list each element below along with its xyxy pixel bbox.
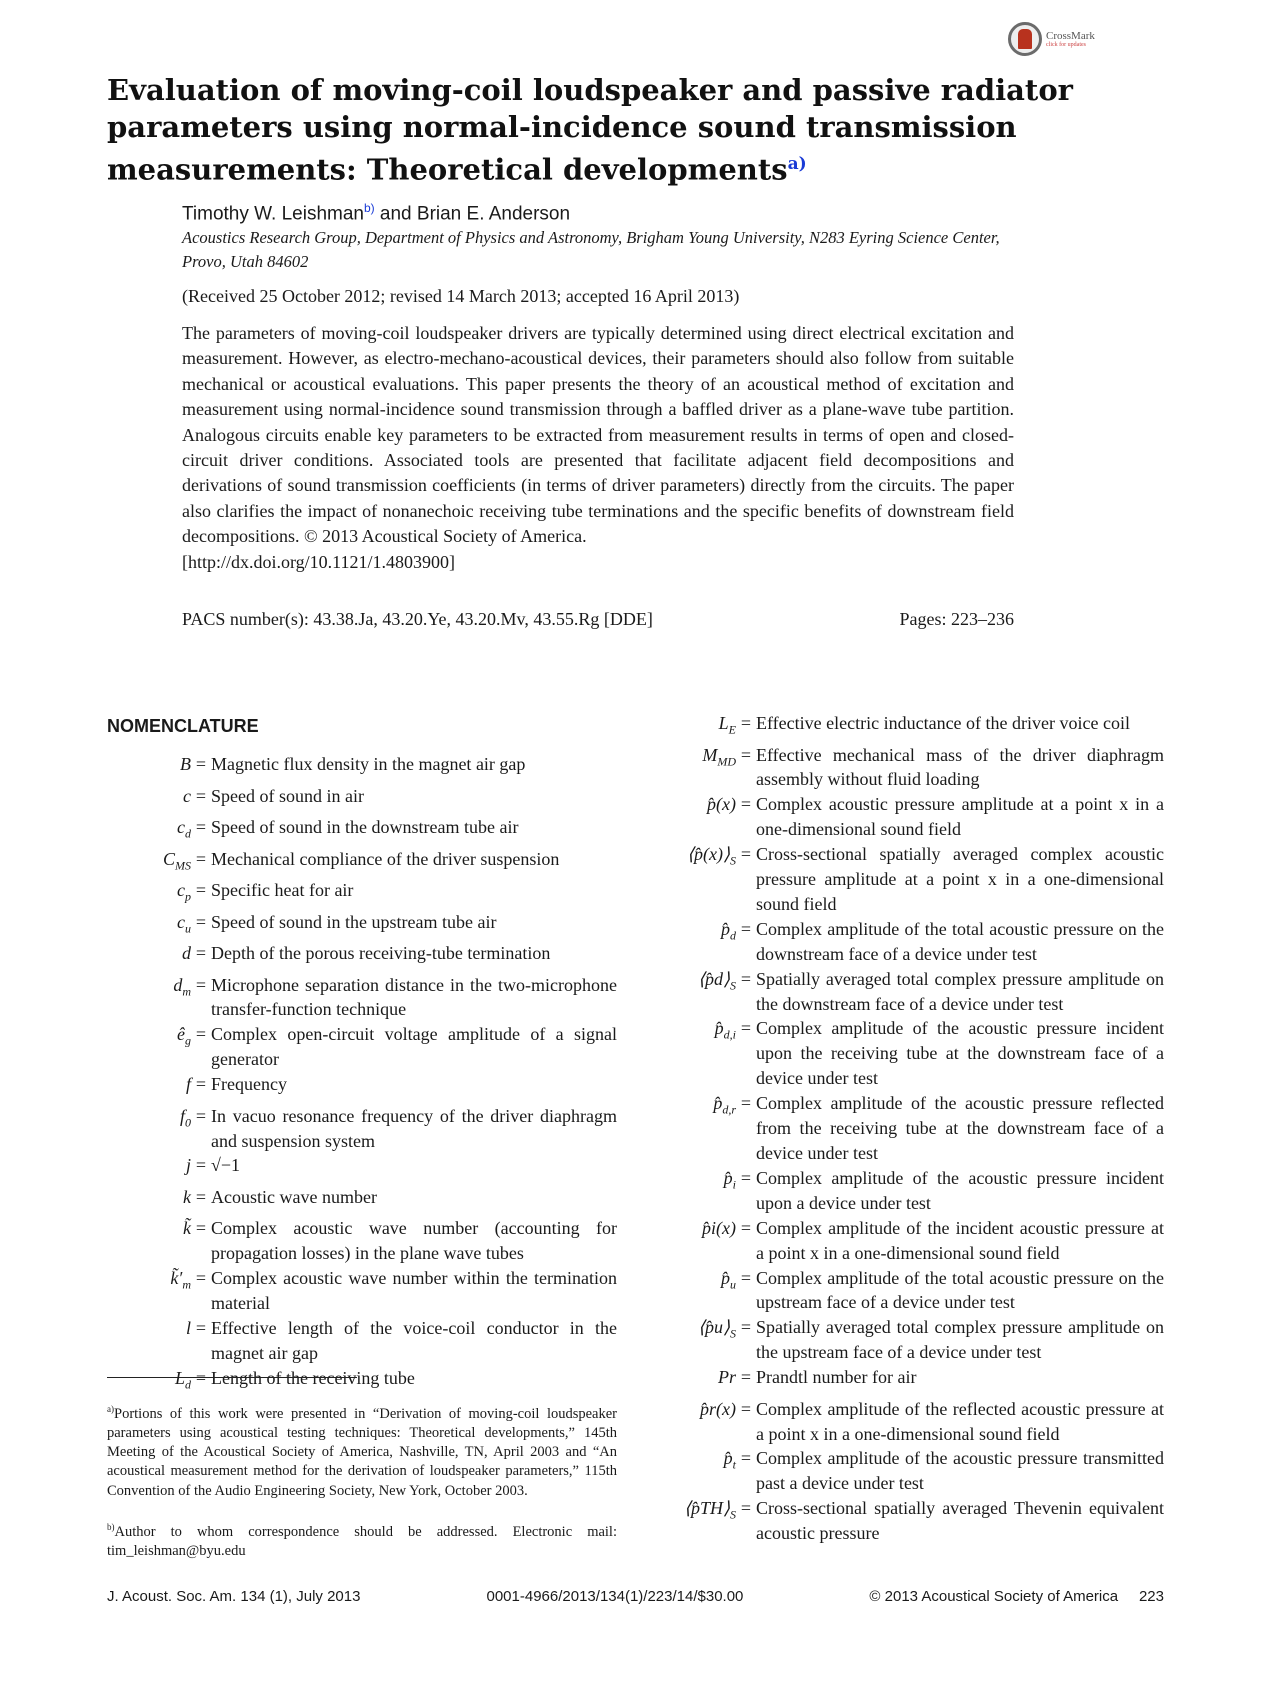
equals-sign: =	[740, 968, 752, 989]
equals-sign: =	[195, 785, 207, 806]
symbol	[600, 792, 736, 842]
equals-sign: =	[740, 1093, 752, 1114]
definition: In vacuo resonance frequency of the driver diaphragm and suspension system	[211, 1105, 617, 1151]
symbol	[107, 1153, 191, 1185]
definition: Complex acoustic wave number within the termination material	[211, 1268, 617, 1314]
nomenclature-entry	[600, 792, 1164, 842]
definition: Complex acoustic wave number (accounting for propagation losses) in the plane wave tubes	[211, 1218, 617, 1264]
symbol-base: d	[173, 974, 183, 995]
symbol-subscript: E	[728, 722, 736, 737]
symbol-base: c	[177, 817, 185, 837]
definition: Length of the receiving tube	[211, 1367, 415, 1388]
nomenclature-entry	[600, 1365, 1164, 1397]
author-footnote-mark[interactable]: b)	[363, 201, 375, 215]
nomenclature-heading: NOMENCLATURE	[107, 716, 259, 736]
footnote-text: Author to whom correspondence should be addressed. Electronic mail: tim_leishman@byu.edu	[107, 1523, 617, 1560]
nomenclature-entry	[600, 967, 1164, 1017]
definition: Effective electric inductance of the driver voice coil	[756, 713, 1130, 733]
equals-sign: =	[740, 1398, 752, 1419]
symbol-base: L	[718, 713, 729, 733]
page-range: Pages: 223–236	[899, 609, 1014, 629]
nomenclature-entry	[107, 1022, 617, 1072]
symbol-subscript: d,i	[723, 1028, 736, 1043]
crossmark-label: CrossMark	[1046, 29, 1095, 42]
symbol	[600, 1446, 736, 1496]
equals-sign: =	[740, 1498, 752, 1519]
symbol	[600, 1315, 736, 1365]
equals-sign: =	[195, 1367, 207, 1388]
symbol-base: c	[177, 880, 185, 900]
nomenclature-entry	[600, 1091, 1164, 1166]
equals-sign: =	[195, 1105, 207, 1126]
symbol-base: f	[179, 1105, 185, 1126]
symbol-base: ⟨p̂d⟩	[697, 968, 730, 989]
symbol-subscript: i	[732, 1177, 736, 1192]
equals-sign: =	[195, 1186, 207, 1207]
symbol-subscript: MD	[717, 754, 736, 769]
nomenclature-entry	[107, 784, 617, 816]
nomenclature-left-column	[107, 752, 617, 1397]
nomenclature-entry	[600, 711, 1164, 743]
title-footnote-mark[interactable]: a)	[787, 154, 807, 174]
symbol-base: d	[182, 943, 191, 963]
footnote-a	[107, 1400, 617, 1501]
nomenclature-entry	[600, 1216, 1164, 1266]
symbol-base: p̂i(x)	[702, 1217, 736, 1238]
equals-sign: =	[195, 911, 207, 932]
equals-sign: =	[740, 1448, 752, 1469]
symbol	[107, 973, 191, 1023]
equals-sign: =	[740, 1217, 752, 1238]
symbol	[107, 815, 191, 847]
journal-citation: J. Acoust. Soc. Am. 134 (1), July 2013	[107, 1588, 361, 1605]
nomenclature-entry	[600, 1446, 1164, 1496]
nomenclature-entry	[600, 1397, 1164, 1447]
symbol-subscript: p	[185, 889, 191, 904]
symbol-subscript: u	[730, 1277, 736, 1292]
symbol	[107, 847, 191, 879]
equals-sign: =	[195, 880, 207, 900]
nomenclature-entry	[107, 1153, 617, 1185]
nomenclature-entry	[107, 1366, 617, 1398]
equals-sign: =	[195, 1218, 207, 1239]
doi-link[interactable]: [http://dx.doi.org/10.1121/1.4803900]	[182, 551, 455, 572]
symbol	[600, 1091, 736, 1166]
symbol-subscript: d	[730, 928, 736, 943]
definition: Cross-sectional spatially averaged complex acoustic pressure amplitude at a point x in a one-dimensional sound field	[756, 844, 1164, 914]
definition: Frequency	[211, 1074, 287, 1095]
definition: Prandtl number for air	[756, 1367, 917, 1388]
nomenclature-entry	[600, 1166, 1164, 1216]
nomenclature-entry	[107, 1316, 617, 1366]
authors	[182, 201, 570, 225]
article-code: 0001-4966/2013/134(1)/223/14/$30.00	[486, 1588, 744, 1605]
symbol-base: k̃	[183, 1218, 191, 1239]
definition: Depth of the porous receiving-tube termination	[211, 943, 551, 963]
definition: Complex amplitude of the acoustic pressure transmitted past a device under test	[756, 1448, 1164, 1494]
nomenclature-entry	[107, 1072, 617, 1104]
equals-sign: =	[195, 1155, 207, 1176]
definition: Spatially averaged total complex pressure amplitude on the downstream face of a device under test	[756, 968, 1164, 1014]
definition: Effective mechanical mass of the driver diaphragm assembly without fluid loading	[756, 744, 1164, 790]
symbol	[600, 917, 736, 967]
symbol-subscript: g	[185, 1033, 191, 1048]
footnote-divider	[107, 1377, 357, 1378]
definition: Complex amplitude of the total acoustic pressure on the downstream face of a device under test	[756, 918, 1164, 964]
symbol-subscript: S	[730, 1326, 736, 1341]
symbol-base: p̂(x)	[707, 794, 736, 815]
equals-sign: =	[740, 794, 752, 815]
symbol	[107, 784, 191, 816]
symbol-base: L	[174, 1367, 185, 1388]
paper-title	[107, 72, 1107, 189]
definition: Acoustic wave number	[211, 1186, 377, 1207]
definition: Mechanical compliance of the driver suspension	[211, 848, 560, 869]
nomenclature-entry	[600, 1315, 1164, 1365]
symbol-base: M	[702, 744, 718, 765]
symbol-base: ⟨p̂u⟩	[697, 1317, 730, 1338]
nomenclature-entry	[107, 1104, 617, 1154]
abstract-text: The parameters of moving-coil loudspeaker drivers are typically determined using direct electrical excitation and measurement. However, as electro-mechano-acoustical devices, their parameters should also follow from suitable mechanical or acoustical evaluations. This paper presents the theory of an acoustical method of excitation and measurement using normal-incidence sound transmission through a baffled driver as a plane-wave tube partition. Analogous circuits enable key parameters to be extracted from measurement results in terms of open and closed-circuit driver conditions. Associated tools are presented that facilitate adjacent field decompositions and derivations of sound transmission coefficients (in terms of driver parameters) directly from the circuits. The paper also clarifies the impact of nonanechoic receiving tube terminations and the specific benefits of downstream field decompositions. © 2013 Acoustical Society of America.	[182, 323, 1014, 547]
equals-sign: =	[740, 744, 752, 765]
equals-sign: =	[195, 1024, 207, 1045]
copyright: © 2013 Acoustical Society of America	[869, 1588, 1119, 1605]
symbol	[107, 941, 191, 973]
definition: Microphone separation distance in the two-microphone transfer-function technique	[211, 974, 617, 1020]
definition: Spatially averaged total complex pressure amplitude on the upstream face of a device under test	[756, 1317, 1164, 1363]
symbol	[107, 1104, 191, 1154]
symbol-base: p̂	[714, 1018, 724, 1039]
symbol-subscript: S	[730, 978, 736, 993]
symbol-base: c	[177, 911, 185, 932]
equals-sign: =	[740, 1267, 752, 1288]
nomenclature-right-column	[600, 711, 1164, 1546]
symbol-subscript: u	[185, 921, 191, 936]
definition: Magnetic flux density in the magnet air gap	[211, 754, 526, 774]
equals-sign: =	[195, 1268, 207, 1289]
symbol	[600, 711, 736, 743]
nomenclature-entry	[600, 917, 1164, 967]
symbol-subscript: d	[185, 1377, 191, 1392]
symbol	[600, 1266, 736, 1316]
symbol	[107, 1185, 191, 1217]
nomenclature-entry	[107, 941, 617, 973]
symbol-base: c	[183, 785, 191, 806]
symbol-base: ⟨p̂TH⟩	[683, 1498, 730, 1519]
symbol-base: j	[185, 1155, 191, 1176]
nomenclature-entry	[107, 910, 617, 942]
definition: √−1	[211, 1155, 241, 1176]
nomenclature-entry	[107, 752, 617, 784]
symbol-base: p̂	[723, 1448, 733, 1469]
nomenclature-entry	[600, 1016, 1164, 1091]
nomenclature-entry	[600, 1266, 1164, 1316]
symbol-subscript: S	[730, 1507, 736, 1522]
definition: Complex amplitude of the reflected acoustic pressure at a point x in a one-dimensional sound field	[756, 1398, 1164, 1444]
symbol-base: k̃′	[170, 1268, 183, 1289]
equals-sign: =	[195, 1318, 207, 1339]
footnote-text: Portions of this work were presented in “Derivation of moving-coil loudspeaker parameters using acoustical testing techniques: Theoretical developments,” 145th Meeting of the Acoustical Society of America, Nashville, TN, April 2003 and “An acoustical measurement method for the derivation of loudspeaker parameters,” 115th Convention of the Audio Engineering Society, New York, October 2003.	[107, 1405, 617, 1499]
pacs-line	[182, 609, 1014, 630]
equals-sign: =	[195, 943, 207, 963]
symbol	[600, 1397, 736, 1447]
nomenclature-entry	[107, 815, 617, 847]
nomenclature-entry	[600, 842, 1164, 917]
author-2: and Brian E. Anderson	[374, 203, 571, 225]
symbol-subscript: m	[182, 1277, 191, 1292]
symbol	[600, 1365, 736, 1397]
symbol-base: p̂r(x)	[700, 1398, 736, 1419]
symbol-base: Pr	[718, 1367, 736, 1388]
symbol-subscript: m	[182, 984, 191, 999]
equals-sign: =	[195, 754, 207, 774]
equals-sign: =	[740, 713, 752, 733]
abstract	[182, 321, 1014, 575]
page-footer	[107, 1588, 1164, 1605]
symbol	[107, 1072, 191, 1104]
symbol-subscript: S	[730, 853, 736, 868]
symbol-base: f	[185, 1074, 191, 1095]
definition: Complex amplitude of the acoustic pressure incident upon a device under test	[756, 1167, 1164, 1213]
symbol	[107, 1316, 191, 1366]
symbol	[600, 1216, 736, 1266]
definition: Cross-sectional spatially averaged Thevenin equivalent acoustic pressure	[756, 1498, 1164, 1544]
symbol	[600, 1166, 736, 1216]
symbol-base: B	[180, 754, 191, 774]
symbol	[600, 967, 736, 1017]
crossmark-icon	[1008, 22, 1042, 56]
footnote-mark: b)	[107, 1522, 115, 1532]
definition: Speed of sound in the downstream tube air	[211, 817, 519, 837]
symbol-subscript: MS	[175, 858, 191, 873]
definition: Complex amplitude of the acoustic pressure reflected from the receiving tube at the downstream face of a device under test	[756, 1093, 1164, 1163]
nomenclature-entry	[107, 847, 617, 879]
symbol	[107, 1022, 191, 1072]
affiliation: Acoustics Research Group, Department of Physics and Astronomy, Brigham Young University, N283 Eyring Science Center, Provo, Utah 84602	[182, 228, 1000, 271]
equals-sign: =	[740, 918, 752, 939]
definition: Complex acoustic pressure amplitude at a point x in a one-dimensional sound field	[756, 794, 1164, 840]
nomenclature-entry	[600, 743, 1164, 793]
page-number: 223	[1138, 1588, 1164, 1605]
title-text: Evaluation of moving-coil loudspeaker and passive radiator parameters using normal-incidence sound transmission measurements: Theoretical developments	[107, 73, 1073, 187]
symbol	[107, 1266, 191, 1316]
symbol	[107, 752, 191, 784]
definition: Complex amplitude of the total acoustic pressure on the upstream face of a device under test	[756, 1267, 1164, 1313]
symbol-base: ⟨p̂(x)⟩	[686, 844, 730, 865]
equals-sign: =	[740, 844, 752, 865]
nomenclature-entry	[107, 878, 617, 910]
equals-sign: =	[740, 1167, 752, 1188]
definition: Speed of sound in the upstream tube air	[211, 911, 497, 932]
nomenclature-entry	[600, 1496, 1164, 1546]
definition: Speed of sound in air	[211, 785, 364, 806]
received-dates: (Received 25 October 2012; revised 14 March 2013; accepted 16 April 2013)	[182, 286, 740, 306]
symbol-base: l	[185, 1318, 191, 1339]
symbol-subscript: d,r	[722, 1102, 736, 1117]
definition: Effective length of the voice-coil conductor in the magnet air gap	[211, 1318, 617, 1363]
author-1: Timothy W. Leishman	[182, 203, 364, 225]
footnote-b	[107, 1518, 617, 1561]
crossmark-badge[interactable]	[1008, 22, 1095, 56]
symbol-base: ê	[177, 1024, 185, 1045]
symbol	[600, 1016, 736, 1091]
symbol-base: C	[162, 848, 175, 869]
symbol	[600, 842, 736, 917]
symbol-base: p̂	[723, 1167, 733, 1188]
nomenclature-entry	[107, 1266, 617, 1316]
footnote-mark: a)	[107, 1404, 114, 1414]
definition: Complex amplitude of the acoustic pressure incident upon the receiving tube at the downstream face of a device under test	[756, 1018, 1164, 1089]
nomenclature-entry	[107, 1216, 617, 1266]
symbol	[600, 1496, 736, 1546]
equals-sign: =	[195, 848, 207, 869]
symbol-subscript: d	[185, 826, 191, 841]
definition: Complex amplitude of the incident acoustic pressure at a point x in a one-dimensional sound field	[756, 1217, 1164, 1263]
crossmark-sublabel: click for updates	[1046, 41, 1086, 48]
equals-sign: =	[740, 1317, 752, 1338]
equals-sign: =	[195, 817, 207, 837]
nomenclature-entry	[107, 973, 617, 1023]
pacs-numbers: PACS number(s): 43.38.Ja, 43.20.Ye, 43.20.Mv, 43.55.Rg [DDE]	[182, 609, 653, 629]
symbol-base: p̂	[721, 918, 730, 939]
definition: Complex open-circuit voltage amplitude of a signal generator	[211, 1024, 617, 1070]
definition: Specific heat for air	[211, 880, 354, 900]
symbol	[107, 1366, 191, 1398]
equals-sign: =	[740, 1018, 752, 1039]
symbol-base: p̂	[721, 1267, 730, 1288]
equals-sign: =	[740, 1367, 752, 1388]
symbol	[107, 878, 191, 910]
nomenclature-entry	[107, 1185, 617, 1217]
equals-sign: =	[195, 1074, 207, 1095]
symbol	[600, 743, 736, 793]
symbol-subscript: 0	[185, 1115, 191, 1130]
symbol-base: k	[183, 1186, 191, 1207]
footer-right	[869, 1588, 1164, 1605]
symbol-base: p̂	[713, 1093, 723, 1114]
symbol	[107, 910, 191, 942]
symbol	[107, 1216, 191, 1266]
equals-sign: =	[195, 974, 207, 995]
symbol-subscript: t	[732, 1458, 736, 1473]
